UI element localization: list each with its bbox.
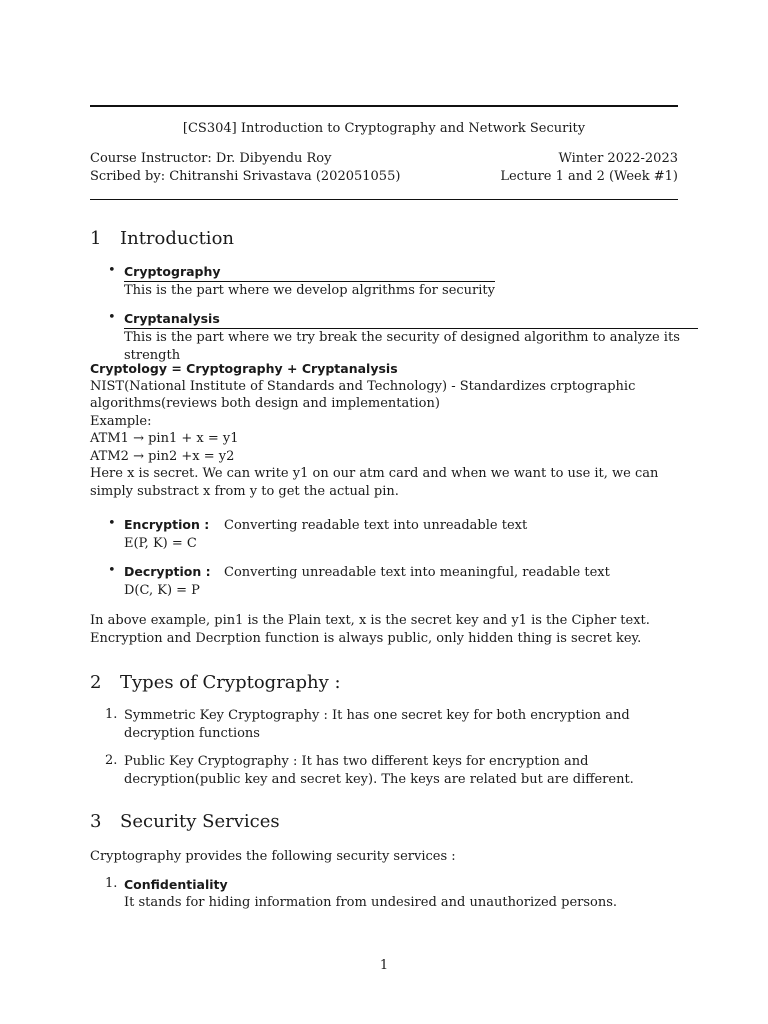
term-description: It stands for hiding information from undesired and unauthorized persons. (124, 894, 618, 910)
item-number: 1. (105, 876, 118, 891)
section-heading-types (90, 672, 341, 693)
page-number: 1 (379, 958, 389, 973)
bullet-icon: • (108, 563, 116, 578)
secret-note: Here x is secret. We can write y1 on our atm card and when we want to use it, we can simply substract x from y to get the actual pin. (90, 466, 659, 499)
list-item (108, 310, 698, 365)
section-heading-security-services (90, 811, 280, 832)
term-cryptography: Cryptography (124, 264, 221, 279)
bullet-icon: • (108, 263, 116, 278)
intro-body (90, 360, 710, 500)
bullet-icon: • (108, 310, 116, 325)
list-item (105, 876, 680, 911)
list-item (105, 753, 680, 788)
term-description: Converting readable text into unreadable text (224, 518, 528, 533)
header-bottom-rule (90, 199, 678, 200)
item-number: 1. (105, 707, 118, 722)
lecture-info: Lecture 1 and 2 (Week #1) (500, 169, 678, 184)
section-number: 1 (90, 228, 102, 249)
nist-text: NIST(National Institute of Standards and Technology) - Standardizes crptographic algorithms(reviews both design and implementation) (90, 378, 636, 411)
section-number: 3 (90, 811, 102, 832)
course-title: [CS304] Introduction to Cryptography and Network Security (182, 121, 586, 136)
cryptology-equation: Cryptology = Cryptography + Cryptanalysis (90, 361, 398, 376)
summary-paragraph: In above example, pin1 is the Plain text, x is the secret key and y1 is the Cipher text. Encryption and Decrption function is always public, only hidden thing is secret key. (90, 613, 650, 646)
item-number: 2. (105, 753, 118, 768)
section-title: Security Services (120, 811, 280, 832)
term: Winter 2022-2023 (558, 151, 678, 166)
term-cryptanalysis: Cryptanalysis (124, 311, 220, 326)
atm1-equation: ATM1 → pin1 + x = y1 (90, 431, 239, 446)
encryption-formula: E(P, K) = C (124, 536, 197, 551)
term-encryption: Encryption : (124, 517, 210, 532)
section-title: Types of Cryptography : (120, 672, 341, 693)
header-top-rule (90, 105, 678, 107)
list-item (108, 263, 678, 300)
services-intro: Cryptography provides the following security services : (90, 849, 456, 864)
term-confidentiality: Confidentiality (124, 877, 228, 892)
list-item (108, 563, 678, 600)
example-label: Example: (90, 413, 152, 429)
list-item (108, 516, 678, 553)
section-title: Introduction (120, 228, 234, 249)
item-text: Symmetric Key Cryptography : It has one secret key for both encryption and decryption functions (124, 708, 630, 741)
item-text: Public Key Cryptography : It has two different keys for encryption and decryption(public key and secret key). The keys are related but are different. (124, 754, 634, 787)
header-row-1 (90, 151, 678, 166)
term-description: Converting unreadable text into meaningful, readable text (224, 565, 610, 580)
term-description: This is the part where we develop algrithms for security (124, 283, 495, 298)
section-number: 2 (90, 672, 102, 693)
bullet-icon: • (108, 516, 116, 531)
decryption-formula: D(C, K) = P (124, 583, 200, 598)
header-row-2 (90, 169, 678, 184)
list-item (105, 707, 680, 742)
section-heading-introduction (90, 228, 234, 249)
atm2-equation: ATM2 → pin2 +x = y2 (90, 448, 235, 464)
term-decryption: Decryption : (124, 564, 211, 579)
instructor: Course Instructor: Dr. Dibyendu Roy (90, 151, 332, 166)
scribe: Scribed by: Chitranshi Srivastava (202051055) (90, 169, 401, 184)
term-description: This is the part where we try break the security of designed algorithm to analyze its strength (124, 328, 698, 365)
